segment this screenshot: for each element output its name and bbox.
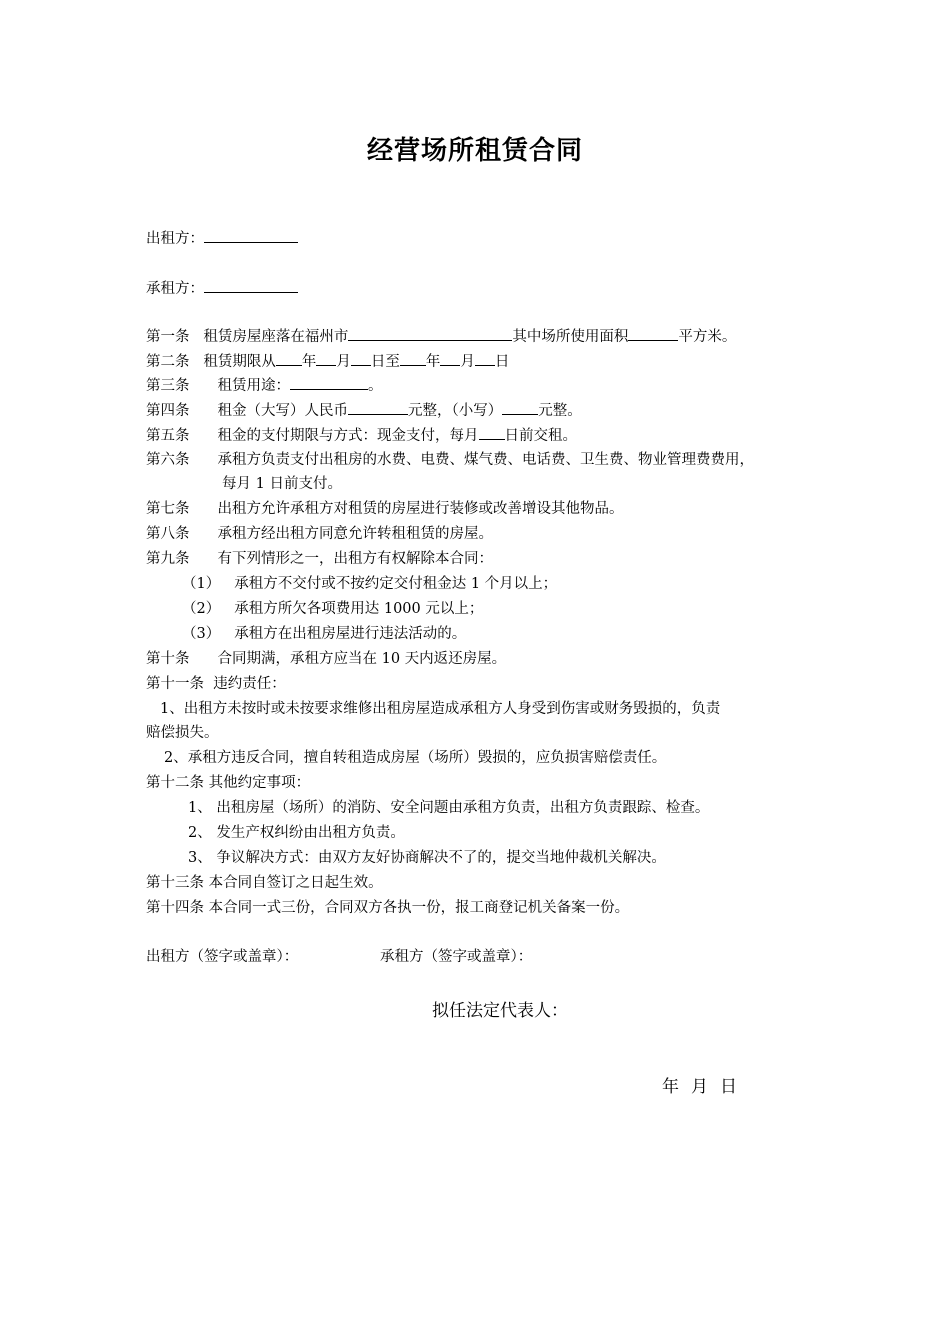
clause-11-para-2: 2、承租方违反合同，擅自转租造成房屋（场所）毁损的，应负损害赔偿责任。 <box>164 750 667 766</box>
clause-text: 元整，（小写） <box>408 403 503 419</box>
clause-11-para-1-continued: 赔偿损失。 <box>146 725 219 741</box>
item-number: （3） <box>182 626 221 642</box>
clause-text: 租金（大写）人民币 <box>217 403 348 419</box>
end-year-blank[interactable] <box>400 351 426 366</box>
rent-uppercase-blank[interactable] <box>348 400 408 415</box>
item-text: 承租方所欠各项费用达 1000 元以上； <box>234 601 484 617</box>
clause-number: 第八条 <box>146 526 190 542</box>
clause-8 <box>146 524 493 544</box>
clause-13: 第十三条 本合同自签订之日起生效。 <box>146 875 383 891</box>
clause-number: 第十一条 <box>146 676 204 692</box>
start-day-blank[interactable] <box>351 351 371 366</box>
clause-9-item <box>182 624 466 644</box>
payment-day-blank[interactable] <box>479 425 505 440</box>
lessee-line <box>146 278 298 299</box>
clause-2 <box>146 351 509 372</box>
clause-text: 租赁用途： <box>217 378 290 394</box>
clause-5 <box>146 425 577 446</box>
clause-number: 第五条 <box>146 428 190 444</box>
clause-number: 第四条 <box>146 403 190 419</box>
clause-6-continued: 每月 1 日前支付。 <box>222 476 342 492</box>
item-number: （2） <box>182 601 221 617</box>
start-month-blank[interactable] <box>316 351 336 366</box>
clause-text: 有下列情形之一，出租方有权解除本合同： <box>217 551 493 567</box>
representative-label: 拟任法定代表人： <box>432 1001 568 1021</box>
item-number: （1） <box>182 576 221 592</box>
clause-12-item: 1、 出租房屋（场所）的消防、安全问题由承租方负责，出租方负责跟踪、检查。 <box>188 800 710 816</box>
clause-14: 第十四条 本合同一式三份，合同双方各执一份，报工商登记机关备案一份。 <box>146 900 630 916</box>
clause-text: 合同期满，承租方应当在 10 天内返还房屋。 <box>217 651 507 667</box>
clause-text: 元整。 <box>538 403 582 419</box>
area-blank[interactable] <box>628 326 678 341</box>
clause-text: 日 <box>494 354 510 370</box>
clause-text: 承租方负责支付出租房的水费、电费、煤气费、电话费、卫生费、物业管理费费用， <box>217 452 754 468</box>
clause-12-item: 2、 发生产权纠纷由出租方负责。 <box>188 825 405 841</box>
clause-number: 第一条 <box>146 329 190 345</box>
clause-4 <box>146 400 582 421</box>
clause-text: 月 <box>460 354 475 370</box>
lessee-signature: 承租方（签字或盖章）： <box>380 949 533 965</box>
item-text: 承租方不交付或不按约定交付租金达 1 个月以上； <box>234 576 558 592</box>
date-year: 年 <box>662 1077 679 1097</box>
lessor-signature: 出租方（签字或盖章）： <box>146 949 299 965</box>
clause-number: 第七条 <box>146 501 190 517</box>
clause-text: 。 <box>368 378 383 394</box>
clause-text: 出租方允许承租方对租赁的房屋进行装修或改善增设其他物品。 <box>217 501 624 517</box>
clause-text: 月 <box>336 354 351 370</box>
clause-text: 违约责任： <box>213 676 286 692</box>
lessee-blank[interactable] <box>204 278 298 293</box>
clause-text: 年 <box>301 354 317 370</box>
lessor-label: 出租方： <box>146 231 204 247</box>
clause-10 <box>146 649 506 669</box>
start-year-blank[interactable] <box>276 351 302 366</box>
clause-9 <box>146 549 493 569</box>
end-month-blank[interactable] <box>440 351 460 366</box>
clause-text: 日至 <box>370 354 400 370</box>
clause-text: 其中场所使用面积 <box>512 329 629 345</box>
date-month: 月 <box>691 1077 708 1097</box>
clause-11 <box>146 674 286 694</box>
clause-number: 第二条 <box>146 354 190 370</box>
clause-12-item: 3、 争议解决方式：由双方友好协商解决不了的，提交当地仲裁机关解决。 <box>188 850 666 866</box>
purpose-blank[interactable] <box>290 375 368 390</box>
clause-9-item <box>182 574 557 594</box>
clause-9-item <box>182 599 483 619</box>
clause-6 <box>146 450 754 470</box>
clause-text: 日前交租。 <box>504 428 577 444</box>
item-text: 承租方在出租房屋进行违法活动的。 <box>234 626 467 642</box>
clause-text: 年 <box>425 354 441 370</box>
clause-text: 租赁期限从 <box>203 354 276 370</box>
clause-7 <box>146 499 624 519</box>
document-title: 经营场所租赁合同 <box>366 136 583 166</box>
clause-text: 租金的支付期限与方式：现金支付，每月 <box>217 428 479 444</box>
lessor-blank[interactable] <box>204 228 298 243</box>
date-day: 日 <box>720 1077 737 1097</box>
clause-number: 第三条 <box>146 378 190 394</box>
lessee-label: 承租方： <box>146 281 204 297</box>
clause-text: 承租方经出租方同意允许转租租赁的房屋。 <box>217 526 493 542</box>
clause-number: 第十条 <box>146 651 190 667</box>
lessor-line <box>146 228 298 249</box>
clause-text: 平方米。 <box>678 329 737 345</box>
clause-number: 第九条 <box>146 551 190 567</box>
signing-date <box>662 1072 749 1097</box>
clause-3 <box>146 375 383 396</box>
rent-lowercase-blank[interactable] <box>502 400 538 415</box>
clause-number: 第六条 <box>146 452 190 468</box>
end-day-blank[interactable] <box>475 351 495 366</box>
clause-1 <box>146 326 736 347</box>
address-blank[interactable] <box>348 326 512 341</box>
clause-text: 租赁房屋座落在福州市 <box>203 329 349 345</box>
clause-12: 第十二条 其他约定事项： <box>146 775 311 791</box>
clause-11-para-1: 1、出租方未按时或未按要求维修出租房屋造成承租方人身受到伤害或财务毁损的，负责 <box>160 701 721 717</box>
